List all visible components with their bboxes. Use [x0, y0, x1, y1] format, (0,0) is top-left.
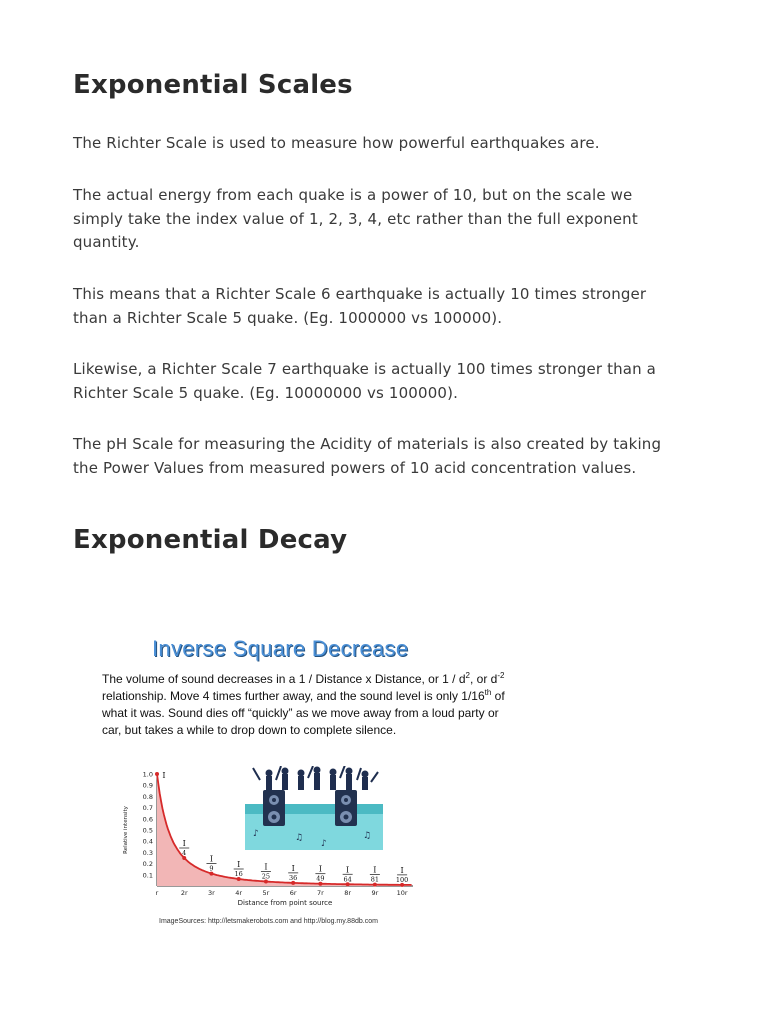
- y-tick-label: 1.0: [142, 770, 153, 779]
- point-label: [206, 855, 216, 873]
- x-tick-label: 8r: [344, 889, 352, 897]
- point-label-denominator: 4: [182, 849, 187, 857]
- point-label-numerator: I: [346, 865, 350, 875]
- y-tick-label: 0.9: [142, 781, 153, 790]
- point-label: [261, 863, 271, 881]
- point-label: [370, 866, 380, 884]
- paragraph-energy-power: The actual energy from each quake is a power of 10, but on the scale we simply take the index value of 1, 2, 3, 4, etc rather than the full exponent quantity.: [73, 186, 638, 251]
- point-label-numerator: I: [182, 839, 186, 848]
- inverse-square-chart: [95, 766, 515, 916]
- y-tick-label: 0.7: [142, 804, 153, 813]
- x-tick-label: 7r: [316, 889, 324, 897]
- paragraph-ph-scale: The pH Scale for measuring the Acidity of materials is also created by taking the Power Values from measured powers of 10 acid concentration values.: [73, 435, 662, 477]
- x-tick-label: 2r: [180, 889, 188, 897]
- x-tick-label: 4r: [235, 889, 243, 897]
- x-tick-label: 5r: [262, 889, 270, 897]
- svg-text:♪: ♪: [321, 839, 327, 849]
- point-label-denominator: 36: [289, 873, 298, 882]
- point-label-denominator: 100: [395, 875, 409, 884]
- y-tick-label: 0.4: [142, 837, 153, 846]
- svg-text:♪: ♪: [253, 829, 259, 839]
- heading-exponential-scales: Exponential Scales: [73, 70, 353, 100]
- heading-exponential-decay: Exponential Decay: [73, 525, 348, 555]
- point-label: [396, 866, 408, 884]
- x-tick-label: 9r: [371, 889, 379, 897]
- speaker-left-icon: [263, 790, 285, 826]
- point-label-numerator: I: [264, 862, 268, 872]
- y-tick-label: 0.3: [142, 848, 153, 857]
- point-label-numerator: I: [209, 854, 214, 864]
- x-tick-label: 10r: [396, 889, 408, 897]
- y-tick-label: 0.5: [142, 826, 153, 835]
- y-tick-label: 0.6: [142, 815, 153, 824]
- svg-text:♫: ♫: [363, 831, 372, 841]
- figure-description: The volume of sound decreases in a 1 / Distance x Distance, or $1 / d^2$, or $d^{-2}$ relationship. Move 4 times further away, and the sound level is only 1/16th of what it was. Sound dies off “quickly” as we move away from a loud party or car, but takes a while to drop down to complete silence.: [102, 671, 505, 737]
- point-label-numerator: I: [400, 865, 404, 875]
- x-tick-label: r: [155, 889, 159, 897]
- y-axis-title: Relative intensity: [123, 806, 129, 854]
- y-tick-label: 0.8: [142, 792, 153, 801]
- svg-text:♫: ♫: [295, 833, 304, 843]
- point-label: [343, 865, 353, 883]
- y-tick-label: 0.1: [142, 871, 153, 880]
- point-label-denominator: 25: [261, 872, 271, 881]
- data-point: [155, 772, 159, 776]
- paragraph-scale-7-vs-5: Likewise, a Richter Scale 7 earthquake is actually 100 times stronger than a Richter Scale 5 quake. (Eg. 10000000 vs 100000).: [73, 360, 657, 402]
- figure-title: Inverse Square Decrease: [152, 636, 409, 661]
- paragraph-scale-6-vs-5: This means that a Richter Scale 6 earthquake is actually 10 times stronger than a Richter Scale 5 quake. (Eg. 1000000 vs 100000).: [73, 285, 647, 327]
- point-label: [288, 864, 298, 882]
- point-label-denominator: 9: [209, 864, 214, 873]
- point-label-numerator: I: [291, 863, 295, 873]
- point-label-denominator: 16: [234, 870, 243, 878]
- point-label-denominator: 81: [370, 875, 380, 884]
- point-label-denominator: 64: [343, 875, 352, 884]
- point-label-denominator: 49: [316, 874, 325, 883]
- point-label: [234, 860, 244, 878]
- point-label-numerator: I: [162, 771, 166, 780]
- point-label-numerator: I: [373, 865, 377, 875]
- x-tick-label: 6r: [289, 889, 297, 897]
- point-label-numerator: I: [237, 860, 241, 869]
- point-label: [162, 771, 165, 780]
- x-axis-title: Distance from point source: [237, 899, 333, 907]
- point-label: [315, 865, 325, 883]
- party-speakers-illustration: [245, 766, 383, 850]
- speaker-right-icon: [335, 790, 357, 826]
- point-label-numerator: I: [318, 864, 322, 874]
- dancers-silhouettes: [253, 766, 378, 790]
- inverse-square-figure: [95, 628, 515, 928]
- x-tick-label: 3r: [208, 889, 215, 897]
- paragraph-richter-intro: The Richter Scale is used to measure how powerful earthquakes are.: [73, 134, 600, 152]
- image-sources-credit: ImageSources: http://letsmakerobots.com and http://blog.my.88db.com: [159, 918, 378, 925]
- y-tick-label: 0.2: [142, 860, 153, 869]
